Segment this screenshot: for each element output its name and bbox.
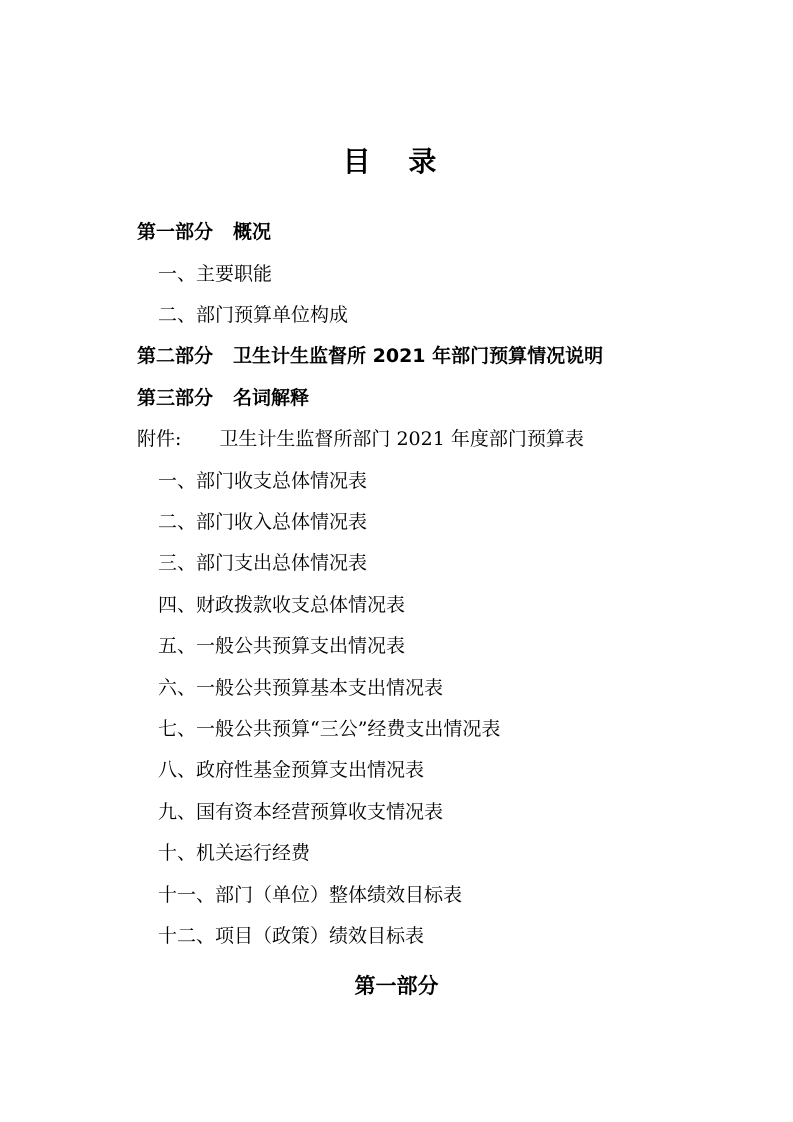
toc-part3-name: 名词解释 [233,387,310,409]
toc-attachment-item-11[interactable]: 十一、部门（单位）整体绩效目标表 [158,884,463,906]
toc-attachment-label: 附件: [137,428,182,450]
toc-part1-heading[interactable] [137,218,271,246]
toc-attachment-item-9[interactable]: 九、国有资本经营预算收支情况表 [158,801,444,823]
toc-attachment-item-7[interactable]: 七、一般公共预算“三公”经费支出情况表 [158,718,501,740]
toc-part3-label: 第三部分 [137,387,214,409]
toc-attachment-item-5[interactable]: 五、一般公共预算支出情况表 [158,635,406,657]
toc-item-budget-units[interactable]: 二、部门预算单位构成 [158,304,349,326]
toc-attachment-item-4[interactable]: 四、财政拨款收支总体情况表 [158,594,406,616]
section-heading-part1: 第一部分 [354,974,439,998]
toc-attachment-item-1[interactable]: 一、部门收支总体情况表 [158,470,368,492]
toc-part1-name: 概况 [233,221,272,243]
toc-part3-heading[interactable] [137,384,309,412]
toc-attachment-heading[interactable] [137,425,584,453]
toc-part1-label: 第一部分 [137,221,214,243]
toc-attachment-item-12[interactable]: 十二、项目（政策）绩效目标表 [158,925,425,947]
toc-attachment-item-8[interactable]: 八、政府性基金预算支出情况表 [158,759,425,781]
toc-attachment-item-10[interactable]: 十、机关运行经费 [158,842,311,864]
toc-part2-heading[interactable] [137,342,603,370]
toc-item-main-functions[interactable]: 一、主要职能 [158,263,273,285]
toc-part2-name: 卫生计生监督所 2021 年部门预算情况说明 [233,345,604,367]
toc-attachment-item-3[interactable]: 三、部门支出总体情况表 [158,552,368,574]
toc-attachment-name: 卫生计生监督所部门 2021 年度部门预算表 [219,428,584,450]
toc-part2-label: 第二部分 [137,345,214,367]
toc-attachment-item-6[interactable]: 六、一般公共预算基本支出情况表 [158,677,444,699]
page-title: 目 录 [342,145,451,178]
toc-attachment-item-2[interactable]: 二、部门收入总体情况表 [158,511,368,533]
